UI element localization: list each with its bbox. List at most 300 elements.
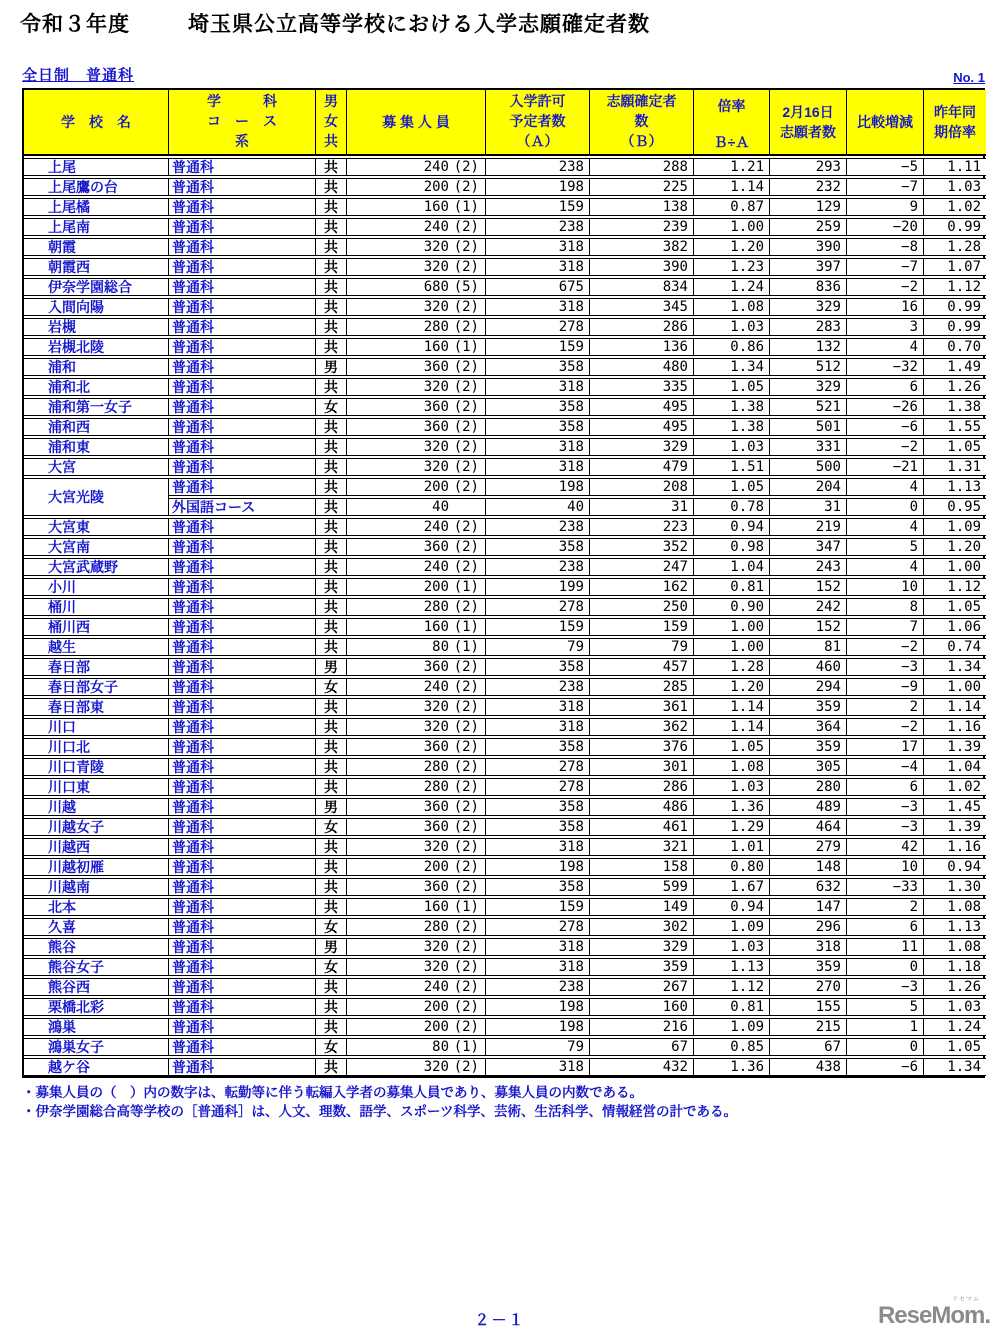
recruit-count: 320 — [423, 299, 449, 315]
recruit-transfer-note: (2) — [453, 659, 479, 675]
cell-last-year-ratio: 1.00 — [924, 678, 986, 696]
recruit-transfer-note: (2) — [453, 179, 479, 195]
cell-last-year-ratio: 0.99 — [924, 318, 986, 336]
cell-applicants-confirmed: 495 — [590, 398, 694, 416]
cell-course: 普通科 — [169, 258, 316, 276]
cell-compare-diff: −3 — [847, 798, 924, 816]
footnote-2: ・伊奈学園総合高等学校の［普通科］は、人文、理数、語学、スポーツ科学、芸術、生活科学、情報経営の計である。 — [22, 1104, 737, 1119]
cell-course: 普通科 — [169, 518, 316, 536]
cell-feb16-applicants: 293 — [770, 158, 847, 176]
cell-course: 普通科 — [169, 858, 316, 876]
table-row — [24, 1038, 986, 1056]
cell-compare-diff: −9 — [847, 678, 924, 696]
cell-admit-planned: 318 — [486, 298, 590, 316]
recruit-transfer-note: (2) — [453, 799, 479, 815]
cell-recruit — [347, 518, 486, 536]
recruit-count: 360 — [423, 879, 449, 895]
cell-last-year-ratio: 1.08 — [924, 938, 986, 956]
recruit-transfer-note: (2) — [453, 959, 479, 975]
cell-compare-diff: −2 — [847, 638, 924, 656]
cell-feb16-applicants: 279 — [770, 838, 847, 856]
cell-feb16-applicants: 243 — [770, 558, 847, 576]
cell-compare-diff: −32 — [847, 358, 924, 376]
cell-ratio: 1.00 — [694, 618, 770, 636]
recruit-count: 280 — [423, 319, 449, 335]
cell-gender: 女 — [316, 918, 347, 936]
cell-school-name: 鴻巣女子 — [24, 1038, 169, 1056]
cell-admit-planned: 358 — [486, 538, 590, 556]
cell-gender: 女 — [316, 818, 347, 836]
cell-ratio: 1.38 — [694, 398, 770, 416]
recruit-transfer-note: (2) — [453, 319, 479, 335]
cell-applicants-confirmed: 223 — [590, 518, 694, 536]
cell-applicants-confirmed: 359 — [590, 958, 694, 976]
cell-gender: 共 — [316, 1018, 347, 1036]
table-row — [24, 998, 986, 1016]
cell-school-name: 浦和西 — [24, 418, 169, 436]
cell-feb16-applicants: 31 — [770, 498, 847, 516]
cell-applicants-confirmed: 302 — [590, 918, 694, 936]
recruit-transfer-note: (1) — [453, 199, 479, 215]
recruit-transfer-note: (2) — [453, 979, 479, 995]
cell-course: 普通科 — [169, 558, 316, 576]
cell-ratio: 1.20 — [694, 678, 770, 696]
cell-feb16-applicants: 390 — [770, 238, 847, 256]
table-row — [24, 338, 986, 356]
table-row — [24, 498, 986, 516]
applicants-table — [22, 88, 985, 1078]
recruit-transfer-note: (2) — [453, 779, 479, 795]
recruit-transfer-note: (2) — [453, 879, 479, 895]
cell-applicants-confirmed: 79 — [590, 638, 694, 656]
cell-last-year-ratio: 1.09 — [924, 518, 986, 536]
cell-feb16-applicants: 147 — [770, 898, 847, 916]
cell-course: 普通科 — [169, 1038, 316, 1056]
cell-school-name: 越ケ谷 — [24, 1058, 169, 1076]
cell-gender: 共 — [316, 258, 347, 276]
cell-course: 普通科 — [169, 1018, 316, 1036]
cell-school-name: 熊谷女子 — [24, 958, 169, 976]
cell-admit-planned: 238 — [486, 218, 590, 236]
cell-feb16-applicants: 132 — [770, 338, 847, 356]
recruit-count: 320 — [423, 1059, 449, 1075]
cell-feb16-applicants: 501 — [770, 418, 847, 436]
cell-applicants-confirmed: 286 — [590, 318, 694, 336]
cell-recruit — [347, 298, 486, 316]
table-row — [24, 238, 986, 256]
col-header-ratio: 倍率 Ｂ÷Ａ — [694, 90, 770, 156]
cell-feb16-applicants: 305 — [770, 758, 847, 776]
cell-gender: 男 — [316, 658, 347, 676]
cell-course: 普通科 — [169, 538, 316, 556]
cell-course: 普通科 — [169, 298, 316, 316]
cell-school-name: 浦和 — [24, 358, 169, 376]
recruit-count: 200 — [423, 999, 449, 1015]
cell-ratio: 1.67 — [694, 878, 770, 896]
recruit-count: 360 — [423, 659, 449, 675]
cell-compare-diff: 0 — [847, 958, 924, 976]
cell-recruit — [347, 578, 486, 596]
cell-last-year-ratio: 1.31 — [924, 458, 986, 476]
cell-admit-planned: 318 — [486, 238, 590, 256]
recruit-count: 320 — [423, 379, 449, 395]
cell-course: 普通科 — [169, 418, 316, 436]
cell-feb16-applicants: 500 — [770, 458, 847, 476]
cell-recruit — [347, 738, 486, 756]
recruit-count: 680 — [423, 279, 449, 295]
recruit-count: 240 — [423, 679, 449, 695]
cell-last-year-ratio: 1.02 — [924, 778, 986, 796]
cell-gender: 共 — [316, 458, 347, 476]
cell-gender: 共 — [316, 598, 347, 616]
cell-compare-diff: −4 — [847, 758, 924, 776]
cell-recruit — [347, 238, 486, 256]
cell-feb16-applicants: 294 — [770, 678, 847, 696]
cell-ratio: 1.23 — [694, 258, 770, 276]
recruit-count: 360 — [423, 539, 449, 555]
cell-school-name: 朝霞 — [24, 238, 169, 256]
cell-ratio: 1.13 — [694, 958, 770, 976]
cell-recruit — [347, 1018, 486, 1036]
cell-ratio: 1.08 — [694, 758, 770, 776]
cell-school-name: 鴻巣 — [24, 1018, 169, 1036]
cell-admit-planned: 278 — [486, 318, 590, 336]
cell-gender: 共 — [316, 298, 347, 316]
cell-applicants-confirmed: 457 — [590, 658, 694, 676]
recruit-transfer-note: (1) — [453, 1039, 479, 1055]
cell-ratio: 1.03 — [694, 938, 770, 956]
cell-feb16-applicants: 836 — [770, 278, 847, 296]
cell-course: 普通科 — [169, 578, 316, 596]
cell-compare-diff: 9 — [847, 198, 924, 216]
table-row — [24, 298, 986, 316]
table-row — [24, 218, 986, 236]
cell-admit-planned: 358 — [486, 878, 590, 896]
cell-last-year-ratio: 1.11 — [924, 158, 986, 176]
cell-gender: 共 — [316, 578, 347, 596]
cell-applicants-confirmed: 138 — [590, 198, 694, 216]
cell-applicants-confirmed: 321 — [590, 838, 694, 856]
col-header-last-year: 昨年同 期倍率 — [924, 90, 986, 156]
cell-recruit — [347, 818, 486, 836]
cell-school-name: 川口北 — [24, 738, 169, 756]
table-row — [24, 858, 986, 876]
cell-course: 普通科 — [169, 158, 316, 176]
recruit-count: 320 — [423, 439, 449, 455]
cell-feb16-applicants: 67 — [770, 1038, 847, 1056]
cell-last-year-ratio: 1.12 — [924, 578, 986, 596]
cell-feb16-applicants: 204 — [770, 478, 847, 496]
cell-admit-planned: 159 — [486, 618, 590, 636]
cell-ratio: 0.94 — [694, 898, 770, 916]
cell-course: 普通科 — [169, 678, 316, 696]
cell-school-name: 大宮武蔵野 — [24, 558, 169, 576]
cell-recruit — [347, 198, 486, 216]
cell-school-name: 上尾南 — [24, 218, 169, 236]
cell-gender: 共 — [316, 878, 347, 896]
cell-recruit — [347, 498, 486, 516]
cell-compare-diff: −26 — [847, 398, 924, 416]
cell-admit-planned: 358 — [486, 658, 590, 676]
cell-course: 普通科 — [169, 378, 316, 396]
cell-school-name: 川越女子 — [24, 818, 169, 836]
recruit-transfer-note: (2) — [453, 379, 479, 395]
cell-recruit — [347, 698, 486, 716]
cell-gender: 共 — [316, 618, 347, 636]
recruit-count: 320 — [423, 239, 449, 255]
cell-applicants-confirmed: 345 — [590, 298, 694, 316]
cell-school-name: 越生 — [24, 638, 169, 656]
cell-school-name: 大宮光陵 — [24, 478, 169, 516]
recruit-count: 280 — [423, 599, 449, 615]
col-header-course: 学 科 コ ー ス 系 — [169, 90, 316, 156]
cell-recruit — [347, 218, 486, 236]
recruit-count: 320 — [423, 939, 449, 955]
cell-school-name: 岩槻 — [24, 318, 169, 336]
recruit-count: 360 — [423, 799, 449, 815]
cell-last-year-ratio: 0.99 — [924, 298, 986, 316]
cell-feb16-applicants: 270 — [770, 978, 847, 996]
cell-admit-planned: 318 — [486, 958, 590, 976]
cell-recruit — [347, 178, 486, 196]
cell-applicants-confirmed: 329 — [590, 938, 694, 956]
cell-compare-diff: 5 — [847, 998, 924, 1016]
cell-ratio: 0.81 — [694, 578, 770, 596]
cell-admit-planned: 278 — [486, 758, 590, 776]
era-label: 令和３年度 — [20, 13, 130, 36]
table-row — [24, 578, 986, 596]
logo-wordmark: ReseMom. — [877, 1302, 990, 1329]
cell-applicants-confirmed: 376 — [590, 738, 694, 756]
resemom-logo — [878, 1297, 990, 1328]
recruit-count: 200 — [423, 479, 449, 495]
cell-gender: 女 — [316, 958, 347, 976]
recruit-transfer-note: (5) — [453, 279, 479, 295]
cell-recruit — [347, 898, 486, 916]
cell-gender: 共 — [316, 778, 347, 796]
cell-ratio: 1.05 — [694, 738, 770, 756]
recruit-count: 320 — [423, 839, 449, 855]
cell-admit-planned: 358 — [486, 418, 590, 436]
recruit-transfer-note: (2) — [453, 539, 479, 555]
cell-applicants-confirmed: 361 — [590, 698, 694, 716]
cell-ratio: 0.85 — [694, 1038, 770, 1056]
cell-school-name: 川越南 — [24, 878, 169, 896]
cell-feb16-applicants: 219 — [770, 518, 847, 536]
recruit-transfer-note: (2) — [453, 299, 479, 315]
cell-course: 普通科 — [169, 978, 316, 996]
recruit-transfer-note: (2) — [453, 719, 479, 735]
recruit-transfer-note: (2) — [453, 939, 479, 955]
recruit-count: 200 — [423, 179, 449, 195]
cell-last-year-ratio: 1.49 — [924, 358, 986, 376]
cell-recruit — [347, 1038, 486, 1056]
cell-gender: 女 — [316, 678, 347, 696]
cell-last-year-ratio: 0.99 — [924, 218, 986, 236]
cell-admit-planned: 318 — [486, 458, 590, 476]
table-row — [24, 478, 986, 496]
cell-course: 普通科 — [169, 878, 316, 896]
cell-gender: 共 — [316, 518, 347, 536]
cell-applicants-confirmed: 301 — [590, 758, 694, 776]
cell-applicants-confirmed: 31 — [590, 498, 694, 516]
cell-feb16-applicants: 155 — [770, 998, 847, 1016]
cell-course: 普通科 — [169, 318, 316, 336]
col-header-recruit: 募 集 人 員 — [347, 90, 486, 156]
cell-course: 普通科 — [169, 938, 316, 956]
cell-feb16-applicants: 152 — [770, 618, 847, 636]
cell-gender: 共 — [316, 538, 347, 556]
cell-school-name: 上尾鷹の台 — [24, 178, 169, 196]
cell-recruit — [347, 778, 486, 796]
cell-school-name: 上尾橘 — [24, 198, 169, 216]
cell-recruit — [347, 658, 486, 676]
cell-gender: 共 — [316, 198, 347, 216]
cell-feb16-applicants: 331 — [770, 438, 847, 456]
cell-admit-planned: 675 — [486, 278, 590, 296]
table-row — [24, 558, 986, 576]
cell-course: 普通科 — [169, 838, 316, 856]
cell-gender: 共 — [316, 738, 347, 756]
cell-feb16-applicants: 283 — [770, 318, 847, 336]
section-subtitle: 全日制 普通科 — [22, 67, 135, 84]
cell-compare-diff: −20 — [847, 218, 924, 236]
cell-gender: 共 — [316, 498, 347, 516]
col-header-feb16: 2月16日 志願者数 — [770, 90, 847, 156]
cell-last-year-ratio: 1.13 — [924, 478, 986, 496]
table-meta — [22, 64, 985, 85]
cell-ratio: 0.98 — [694, 538, 770, 556]
cell-admit-planned: 238 — [486, 678, 590, 696]
cell-recruit — [347, 638, 486, 656]
cell-admit-planned: 358 — [486, 798, 590, 816]
cell-admit-planned: 358 — [486, 818, 590, 836]
cell-recruit — [347, 618, 486, 636]
table-row — [24, 1018, 986, 1036]
cell-recruit — [347, 158, 486, 176]
cell-applicants-confirmed: 216 — [590, 1018, 694, 1036]
cell-gender: 共 — [316, 858, 347, 876]
cell-ratio: 0.81 — [694, 998, 770, 1016]
cell-course: 普通科 — [169, 758, 316, 776]
cell-school-name: 川越西 — [24, 838, 169, 856]
cell-gender: 共 — [316, 438, 347, 456]
cell-admit-planned: 318 — [486, 258, 590, 276]
recruit-transfer-note: (2) — [453, 819, 479, 835]
cell-feb16-applicants: 129 — [770, 198, 847, 216]
cell-compare-diff: 4 — [847, 338, 924, 356]
logo-ruby-text: リセマム — [952, 1297, 980, 1303]
cell-feb16-applicants: 359 — [770, 698, 847, 716]
recruit-count: 360 — [423, 819, 449, 835]
recruit-transfer-note: (2) — [453, 759, 479, 775]
recruit-count: 240 — [423, 219, 449, 235]
cell-applicants-confirmed: 225 — [590, 178, 694, 196]
recruit-count: 240 — [423, 559, 449, 575]
cell-ratio: 1.04 — [694, 558, 770, 576]
cell-recruit — [347, 278, 486, 296]
recruit-transfer-note: (1) — [453, 339, 479, 355]
table-row — [24, 698, 986, 716]
cell-last-year-ratio: 1.05 — [924, 598, 986, 616]
cell-compare-diff: 42 — [847, 838, 924, 856]
col-header-school-name: 学 校 名 — [24, 90, 169, 156]
recruit-count: 240 — [423, 519, 449, 535]
cell-school-name: 川越 — [24, 798, 169, 816]
recruit-transfer-note: (2) — [453, 559, 479, 575]
recruit-count: 360 — [423, 359, 449, 375]
cell-recruit — [347, 798, 486, 816]
cell-school-name: 栗橋北彩 — [24, 998, 169, 1016]
cell-recruit — [347, 378, 486, 396]
table-row — [24, 378, 986, 396]
cell-course: 普通科 — [169, 618, 316, 636]
recruit-transfer-note: (2) — [453, 359, 479, 375]
cell-admit-planned: 318 — [486, 378, 590, 396]
cell-ratio: 1.09 — [694, 918, 770, 936]
cell-recruit — [347, 478, 486, 496]
cell-last-year-ratio: 1.26 — [924, 978, 986, 996]
cell-course: 普通科 — [169, 278, 316, 296]
cell-compare-diff: −21 — [847, 458, 924, 476]
table-row — [24, 618, 986, 636]
cell-applicants-confirmed: 160 — [590, 998, 694, 1016]
cell-school-name: 大宮南 — [24, 538, 169, 556]
cell-course: 普通科 — [169, 958, 316, 976]
table-row — [24, 678, 986, 696]
cell-school-name: 熊谷 — [24, 938, 169, 956]
cell-compare-diff: 16 — [847, 298, 924, 316]
table-row — [24, 258, 986, 276]
recruit-transfer-note: (1) — [453, 639, 479, 655]
cell-last-year-ratio: 1.26 — [924, 378, 986, 396]
cell-ratio: 1.01 — [694, 838, 770, 856]
cell-feb16-applicants: 280 — [770, 778, 847, 796]
cell-ratio: 1.14 — [694, 178, 770, 196]
recruit-transfer-note: (1) — [453, 579, 479, 595]
cell-ratio: 1.09 — [694, 1018, 770, 1036]
cell-school-name: 浦和東 — [24, 438, 169, 456]
cell-gender: 共 — [316, 318, 347, 336]
table-row — [24, 738, 986, 756]
cell-gender: 男 — [316, 938, 347, 956]
cell-compare-diff: 6 — [847, 378, 924, 396]
cell-school-name: 小川 — [24, 578, 169, 596]
cell-gender: 共 — [316, 838, 347, 856]
cell-ratio: 1.03 — [694, 438, 770, 456]
cell-applicants-confirmed: 149 — [590, 898, 694, 916]
cell-school-name: 川口青陵 — [24, 758, 169, 776]
cell-recruit — [347, 558, 486, 576]
cell-ratio: 0.94 — [694, 518, 770, 536]
table-row — [24, 318, 986, 336]
cell-recruit — [347, 878, 486, 896]
cell-ratio: 1.36 — [694, 1058, 770, 1076]
page-number: ２－１ — [474, 1312, 526, 1329]
cell-feb16-applicants: 242 — [770, 598, 847, 616]
cell-gender: 共 — [316, 338, 347, 356]
cell-applicants-confirmed: 267 — [590, 978, 694, 996]
table-row — [24, 418, 986, 436]
cell-compare-diff: −2 — [847, 438, 924, 456]
cell-gender: 共 — [316, 758, 347, 776]
cell-admit-planned: 79 — [486, 1038, 590, 1056]
cell-feb16-applicants: 329 — [770, 378, 847, 396]
cell-feb16-applicants: 329 — [770, 298, 847, 316]
footnotes — [22, 1083, 1000, 1121]
cell-ratio: 0.90 — [694, 598, 770, 616]
table-row — [24, 1058, 986, 1076]
